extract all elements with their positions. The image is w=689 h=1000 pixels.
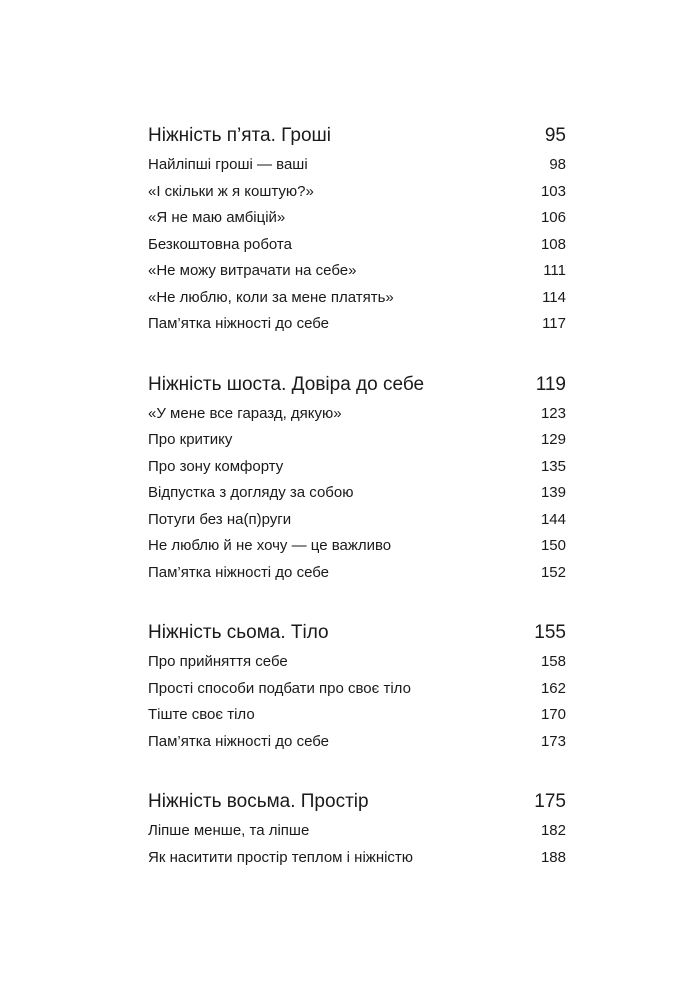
- entry-page-number: 117: [542, 315, 566, 332]
- entry-title: Потуги без на(п)руги: [148, 510, 292, 528]
- entry-page-number: 170: [540, 706, 566, 723]
- entry-page-number: 103: [540, 182, 566, 200]
- entry-page-number: 106: [540, 209, 566, 226]
- chapter-title: Ніжність сьома. Тіло: [148, 622, 329, 643]
- toc-entry: [148, 845, 566, 872]
- chapter-heading: [148, 369, 566, 401]
- entry-title: «Я не маю амбіцій»: [148, 209, 286, 226]
- entry-page-number: 129: [540, 431, 566, 448]
- entry-page-number: 135: [540, 457, 566, 475]
- entry-page-number: 144: [540, 510, 566, 528]
- entry-page-number: 123: [540, 404, 566, 422]
- toc-section-5: [148, 120, 566, 338]
- entry-title: «У мене все гаразд, дякую»: [148, 404, 342, 422]
- toc-entry: [148, 401, 566, 428]
- toc-section-8: [148, 786, 566, 871]
- entry-title: Тіште своє тіло: [148, 706, 255, 723]
- chapter-heading: [148, 617, 566, 649]
- entry-title: Як наситити простір теплом і ніжністю: [148, 848, 414, 866]
- toc-section-7: [148, 617, 566, 755]
- toc-entry: [148, 480, 566, 507]
- toc-entry: [148, 676, 566, 703]
- entry-page-number: 162: [540, 679, 566, 697]
- toc-entry: [148, 205, 566, 232]
- toc-entry: [148, 507, 566, 534]
- toc-section-6: [148, 369, 566, 587]
- entry-page-number: 188: [540, 848, 566, 866]
- toc-entry: [148, 427, 566, 454]
- chapter-heading: [148, 786, 566, 818]
- toc-entry: [148, 729, 566, 756]
- entry-title: Безкоштовна робота: [148, 235, 292, 253]
- entry-title: Про зону комфорту: [148, 457, 284, 475]
- toc-entry: [148, 285, 566, 312]
- chapter-page-number: 175: [534, 791, 566, 812]
- entry-page-number: 158: [540, 653, 566, 670]
- toc-entry: [148, 152, 566, 179]
- entry-title: Найліпші гроші — ваші: [148, 156, 308, 173]
- chapter-page-number: 119: [535, 373, 566, 395]
- toc-entry: [148, 702, 566, 729]
- entry-page-number: 108: [540, 235, 566, 253]
- toc-entry: [148, 454, 566, 481]
- entry-title: «І скільки ж я коштую?»: [148, 182, 314, 200]
- chapter-title: Ніжність шоста. Довіра до себе: [148, 373, 425, 395]
- entry-title: Пам’ятка ніжності до себе: [148, 563, 330, 581]
- entry-page-number: 98: [549, 156, 566, 173]
- table-of-contents: [148, 120, 566, 902]
- toc-entry: [148, 649, 566, 676]
- entry-page-number: 114: [542, 288, 566, 306]
- entry-title: Ліпше менше, та ліпше: [148, 822, 310, 839]
- entry-title: Пам’ятка ніжності до себе: [148, 732, 330, 750]
- toc-entry: [148, 818, 566, 845]
- entry-title: Про критику: [148, 431, 233, 448]
- entry-page-number: 150: [540, 537, 566, 554]
- entry-title: Пам’ятка ніжності до себе: [148, 315, 330, 332]
- chapter-title: Ніжність п’ята. Гроші: [148, 125, 331, 146]
- entry-page-number: 173: [540, 732, 566, 750]
- entry-page-number: 139: [540, 484, 566, 501]
- entry-title: Про прийняття себе: [148, 653, 288, 670]
- chapter-page-number: 155: [534, 622, 566, 643]
- entry-title: «Не можу витрачати на себе»: [148, 262, 357, 279]
- entry-title: Прості способи подбати про своє тіло: [148, 679, 411, 697]
- chapter-title: Ніжність восьма. Простір: [148, 791, 369, 812]
- entry-page-number: 152: [540, 563, 566, 581]
- toc-entry: [148, 258, 566, 285]
- entry-page-number: 111: [543, 262, 566, 279]
- entry-page-number: 182: [540, 822, 566, 839]
- chapter-page-number: 95: [544, 125, 566, 146]
- entry-title: «Не люблю, коли за мене платять»: [148, 288, 394, 306]
- toc-entry: [148, 533, 566, 560]
- toc-entry: [148, 179, 566, 206]
- toc-entry: [148, 560, 566, 587]
- entry-title: Не люблю й не хочу — це важливо: [148, 537, 392, 554]
- toc-entry: [148, 232, 566, 259]
- chapter-heading: [148, 120, 566, 152]
- toc-entry: [148, 311, 566, 338]
- entry-title: Відпустка з догляду за собою: [148, 484, 354, 501]
